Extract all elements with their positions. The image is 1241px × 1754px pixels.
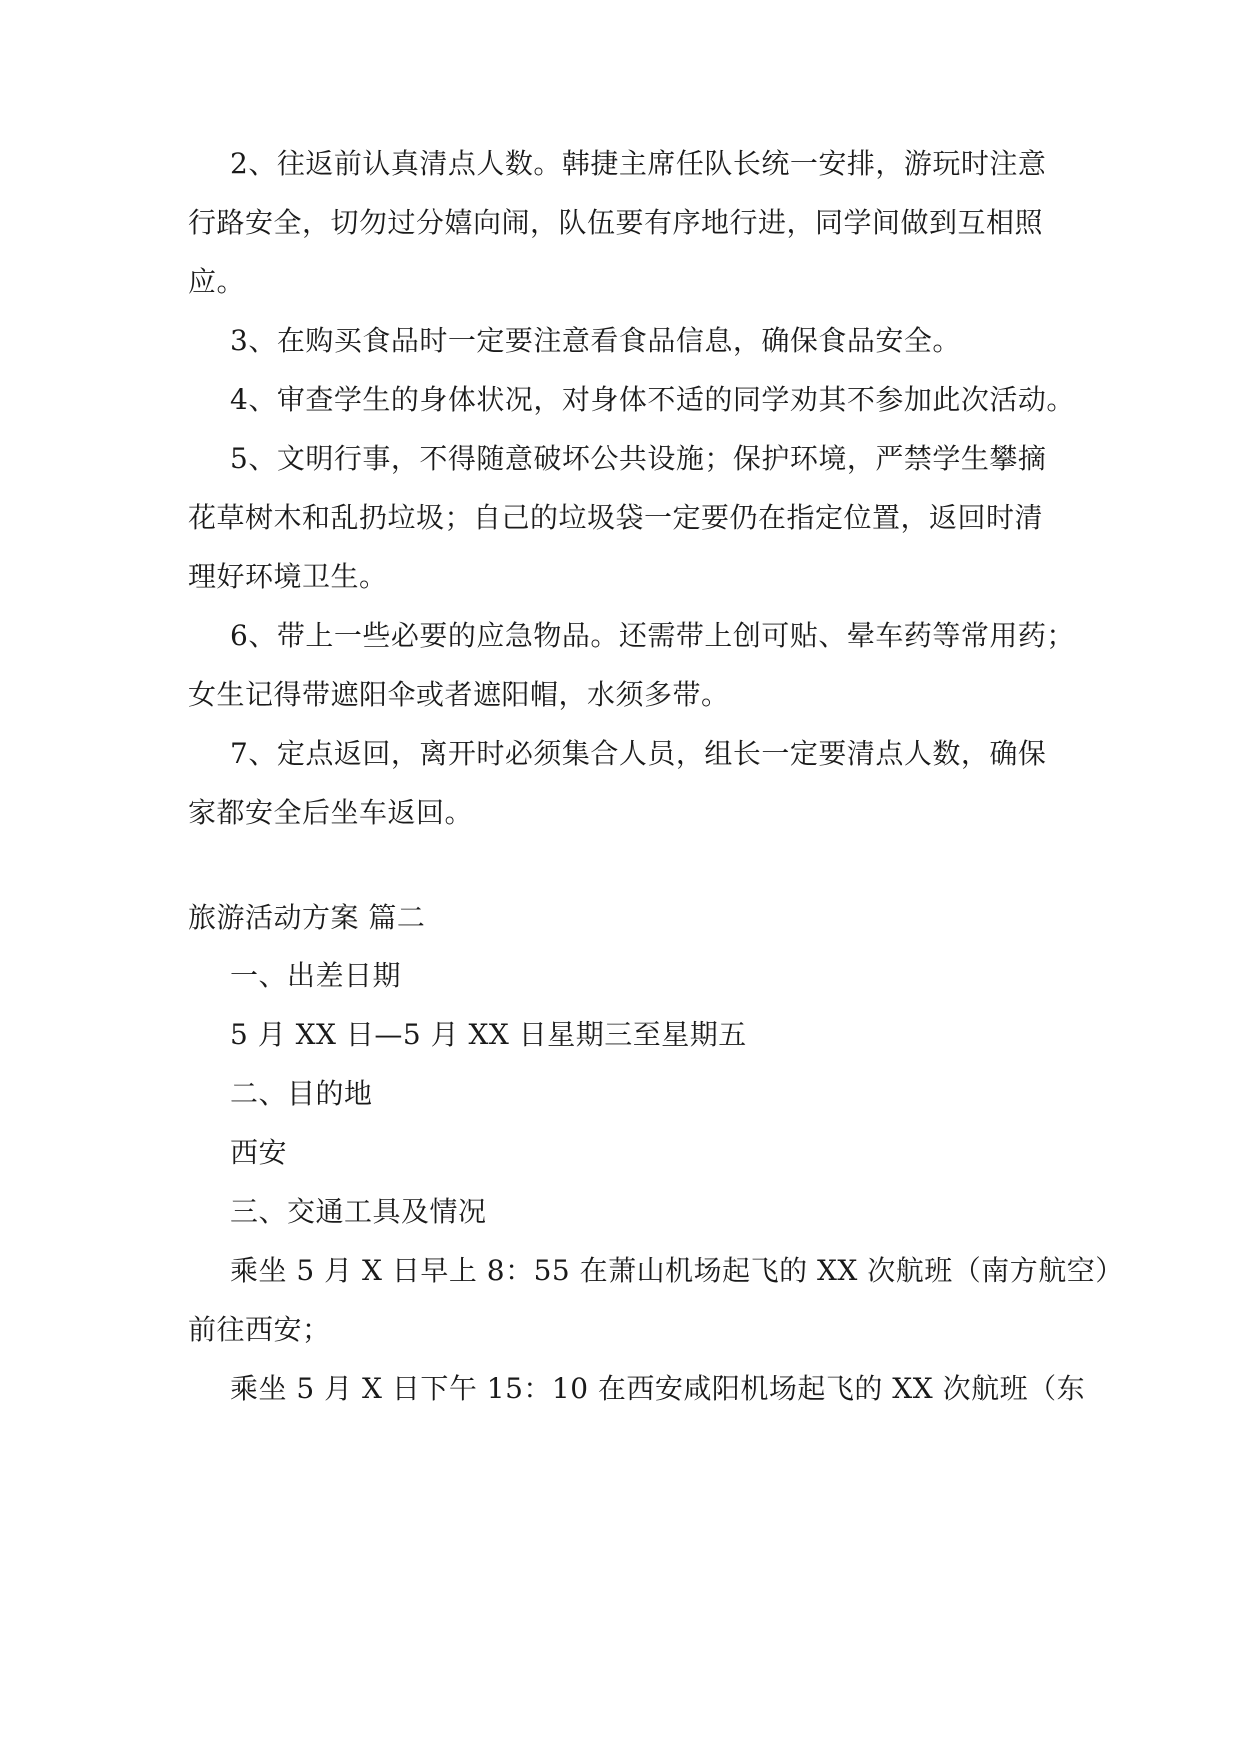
paragraph-line: 乘坐 5 月 X 日下午 15：10 在西安咸阳机场起飞的 XX 次航班（东 — [230, 1372, 1086, 1405]
paragraph-line: 3、在购买食品时一定要注意看食品信息，确保食品安全。 — [230, 324, 961, 357]
paragraph-line: 家都安全后坐车返回。 — [188, 796, 474, 829]
section-title: 旅游活动方案 篇二 — [188, 901, 426, 934]
paragraph-line: 7、定点返回，离开时必须集合人员，组长一定要清点人数，确保 — [230, 737, 1047, 770]
heading-line: 二、目的地 — [230, 1077, 373, 1110]
paragraph-line: 应。 — [188, 265, 246, 298]
heading-line: 三、交通工具及情况 — [230, 1195, 487, 1228]
paragraph-line: 5、文明行事，不得随意破坏公共设施；保护环境，严禁学生攀摘 — [230, 442, 1047, 475]
paragraph-line: 女生记得带遮阳伞或者遮阳帽，水须多带。 — [188, 678, 730, 711]
paragraph-line: 行路安全，切勿过分嬉向闹，队伍要有序地行进，同学间做到互相照 — [188, 206, 1044, 239]
paragraph-line: 理好环境卫生。 — [188, 560, 388, 593]
paragraph-line: 5 月 XX 日—5 月 XX 日星期三至星期五 — [230, 1018, 747, 1051]
paragraph-line: 4、审查学生的身体状况，对身体不适的同学劝其不参加此次活动。 — [230, 383, 1075, 416]
paragraph-line: 前往西安； — [188, 1313, 331, 1346]
paragraph-line: 花草树木和乱扔垃圾；自己的垃圾袋一定要仍在指定位置，返回时清 — [188, 501, 1044, 534]
paragraph-line: 6、带上一些必要的应急物品。还需带上创可贴、晕车药等常用药； — [230, 619, 1075, 652]
heading-line: 一、出差日期 — [230, 959, 402, 992]
paragraph-line: 2、往返前认真清点人数。韩捷主席任队长统一安排，游玩时注意 — [230, 147, 1047, 180]
paragraph-line: 乘坐 5 月 X 日早上 8：55 在萧山机场起飞的 XX 次航班（南方航空） — [230, 1254, 1124, 1287]
paragraph-line: 西安 — [230, 1136, 288, 1169]
